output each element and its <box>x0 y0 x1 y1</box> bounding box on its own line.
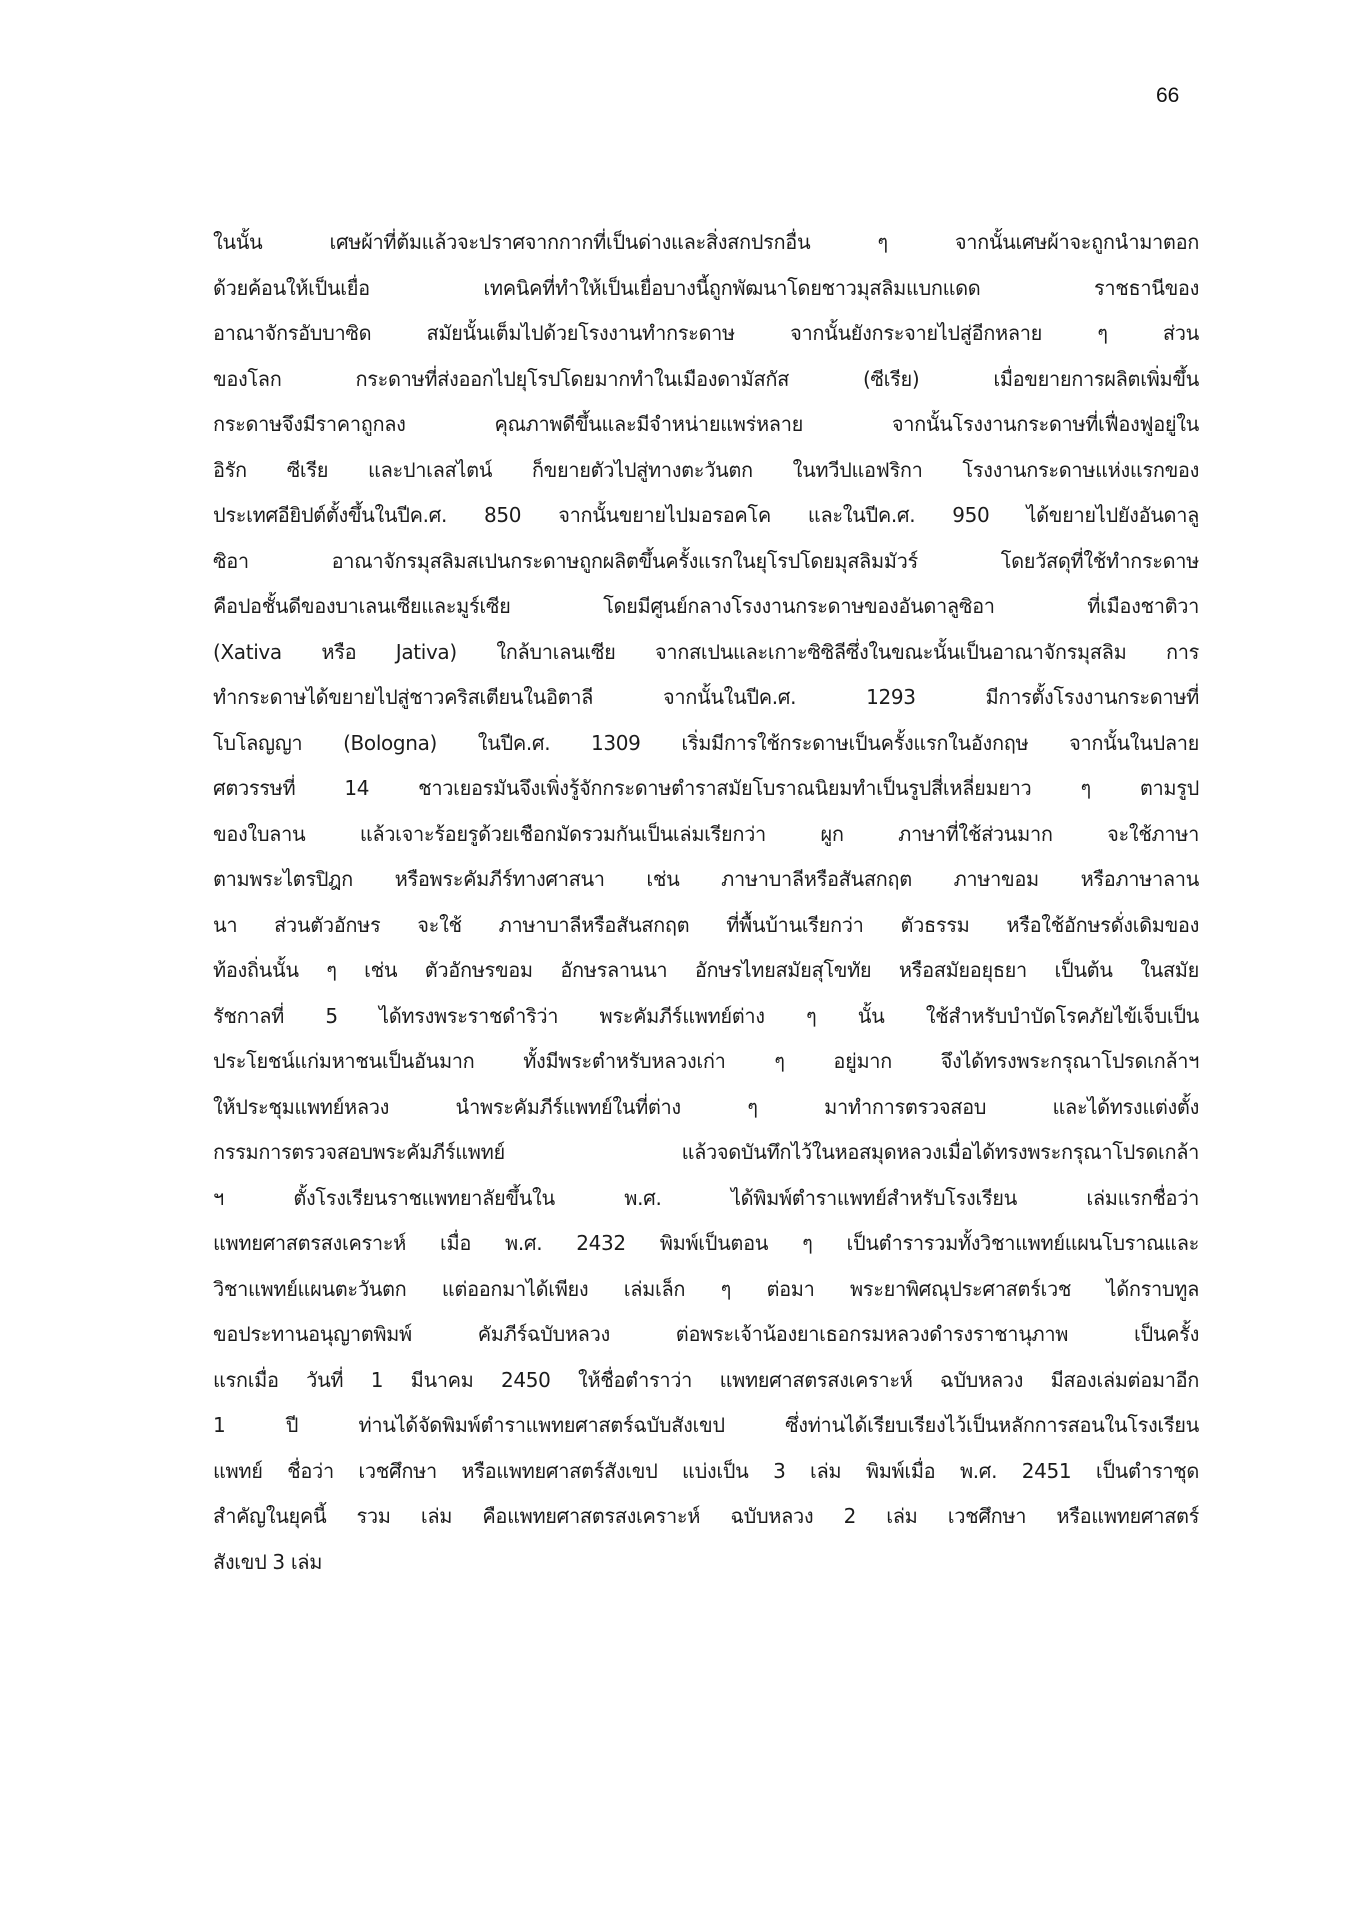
text-line: ด้วยค้อนให้เป็นเยื่อ เทคนิคที่ทำให้เป็นเยื่อบางนี้ถูกพัฒนาโดยชาวมุสลิมแบกแดด ราชธานีของ <box>213 275 1199 300</box>
text-line: (Xativa หรือ Jativa) ใกล้บาเลนเซีย จากสเปนและเกาะซิซิลีซึ่งในขณะนั้นเป็นอาณาจักรมุสลิม การ <box>213 639 1199 664</box>
text-line: ทำกระดาษได้ขยายไปสู่ชาวคริสเตียนในอิตาลี จากนั้นในปีค.ศ. 1293 มีการตั้งโรงงานกระดาษที่ <box>213 685 1199 709</box>
text-line: ประเทศอียิปต์ตั้งขึ้นในปีค.ศ. 850 จากนั้นขยายไปมอรอคโค และในปีค.ศ. 950 ได้ขยายไปยังอันดาลู <box>213 503 1199 527</box>
text-line: ขอประทานอนุญาตพิมพ์ คัมภีร์ฉบับหลวง ต่อพระเจ้าน้องยาเธอกรมหลวงดำรงราชานุภาพ เป็นครั้ง <box>213 1322 1199 1346</box>
page-number: 66 <box>1156 84 1180 107</box>
text-line: สำคัญในยุคนี้ รวม เล่ม คือแพทยศาสตรสงเคราะห์ ฉบับหลวง 2 เล่ม เวชศึกษา หรือแพทยศาสตร์ <box>213 1504 1199 1528</box>
text-line: คือปอชั้นดีของบาเลนเซียและมูร์เซีย โดยมีศูนย์กลางโรงงานกระดาษของอันดาลูซิอา ที่เมืองชาติวา <box>213 594 1199 618</box>
text-line: แพทย์ ชื่อว่า เวชศึกษา หรือแพทยศาสตร์สังเขป แบ่งเป็น 3 เล่ม พิมพ์เมื่อ พ.ศ. 2451 เป็นตำราชุด <box>213 1458 1199 1483</box>
text-line: อาณาจักรอับบาซิด สมัยนั้นเต็มไปด้วยโรงงานทำกระดาษ จากนั้นยังกระจายไปสู่อีกหลาย ๆ ส่วน <box>213 321 1199 345</box>
text-line: ท้องถิ่นนั้น ๆ เช่น ตัวอักษรขอม อักษรลานนา อักษรไทยสมัยสุโขทัย หรือสมัยอยุธยา เป็นต้น ในสมัย <box>213 958 1199 982</box>
text-line: วิชาแพทย์แผนตะวันตก แต่ออกมาได้เพียง เล่มเล็ก ๆ ต่อมา พระยาพิศณุประศาสตร์เวช ได้กราบทูล <box>213 1276 1199 1301</box>
text-line: ในนั้น เศษผ้าที่ต้มแล้วจะปราศจากกากที่เป็นด่างและสิ่งสกปรกอื่น ๆ จากนั้นเศษผ้าจะถูกนำมาตอก <box>213 230 1199 254</box>
text-line: 1 ปี ท่านได้จัดพิมพ์ตำราแพทยศาสตร์ฉบับสังเขป ซึ่งท่านได้เรียบเรียงไว้เป็นหลักการสอนในโรงเรียน <box>213 1413 1199 1437</box>
text-line: โบโลญญา (Bologna) ในปีค.ศ. 1309 เริ่มมีการใช้กระดาษเป็นครั้งแรกในอังกฤษ จากนั้นในปลาย <box>213 730 1199 755</box>
text-line: ให้ประชุมแพทย์หลวง นำพระคัมภีร์แพทย์ในที่ต่าง ๆ มาทำการตรวจสอบ และได้ทรงแต่งตั้ง <box>213 1094 1199 1119</box>
text-line: กระดาษจึงมีราคาถูกลง คุณภาพดีขึ้นและมีจำหน่ายแพร่หลาย จากนั้นโรงงานกระดาษที่เฟื่องฟูอยู่ใน <box>213 412 1199 436</box>
text-line: ฯ ตั้งโรงเรียนราชแพทยาลัยขึ้นใน พ.ศ. ได้พิมพ์ตำราแพทย์สำหรับโรงเรียน เล่มแรกชื่อว่า <box>213 1185 1199 1210</box>
body-paragraph <box>213 220 1199 1585</box>
text-line: ของโลก กระดาษที่ส่งออกไปยุโรปโดยมากทำในเมืองดามัสกัส (ซีเรีย) เมื่อขยายการผลิตเพิ่มขึ้น <box>213 366 1199 391</box>
text-line: ตามพระไตรปิฎก หรือพระคัมภีร์ทางศาสนา เช่น ภาษาบาลีหรือสันสกฤต ภาษาขอม หรือภาษาลาน <box>213 867 1199 891</box>
text-line: รัชกาลที่ 5 ได้ทรงพระราชดำริว่า พระคัมภีร์แพทย์ต่าง ๆ นั้น ใช้สำหรับบำบัดโรคภัยไข้เจ็บเป็น <box>213 1003 1199 1028</box>
text-line: ประโยชน์แก่มหาชนเป็นอันมาก ทั้งมีพระตำหรับหลวงเก่า ๆ อยู่มาก จึงได้ทรงพระกรุณาโปรดเกล้าฯ <box>213 1049 1199 1073</box>
text-line: แรกเมื่อ วันที่ 1 มีนาคม 2450 ให้ชื่อตำราว่า แพทยศาสตรสงเคราะห์ ฉบับหลวง มีสองเล่มต่อมาอีก <box>213 1367 1199 1392</box>
text-line: ซิอา อาณาจักรมุสลิมสเปนกระดาษถูกผลิตขึ้นครั้งแรกในยุโรปโดยมุสลิมมัวร์ โดยวัสดุที่ใช้ทำกระดาษ <box>213 548 1199 573</box>
text-line: อิรัก ซีเรีย และปาเลสไตน์ ก็ขยายตัวไปสู่ทางตะวันตก ในทวีปแอฟริกา โรงงานกระดาษแห่งแรกของ <box>213 457 1199 482</box>
text-line: แพทยศาสตรสงเคราะห์ เมื่อ พ.ศ. 2432 พิมพ์เป็นตอน ๆ เป็นตำรารวมทั้งวิชาแพทย์แผนโบราณและ <box>213 1231 1199 1255</box>
text-line-final: สังเขป 3 เล่ม <box>213 1549 323 1574</box>
text-line: กรรมการตรวจสอบพระคัมภีร์แพทย์ แล้วจดบันทึกไว้ในหอสมุดหลวงเมื่อได้ทรงพระกรุณาโปรดเกล้า <box>213 1140 1199 1164</box>
text-line: นา ส่วนตัวอักษร จะใช้ ภาษาบาลีหรือสันสกฤต ที่พื้นบ้านเรียกว่า ตัวธรรม หรือใช้อักษรดั่งเดิมของ <box>213 912 1199 937</box>
text-line: ศตวรรษที่ 14 ชาวเยอรมันจึงเพิ่งรู้จักกระดาษตำราสมัยโบราณนิยมทำเป็นรูปสี่เหลี่ยมยาว ๆ ตามรูป <box>213 776 1199 800</box>
text-line: ของใบลาน แล้วเจาะร้อยรูด้วยเชือกมัดรวมกันเป็นเล่มเรียกว่า ผูก ภาษาที่ใช้ส่วนมาก จะใช้ภาษา <box>213 821 1199 846</box>
